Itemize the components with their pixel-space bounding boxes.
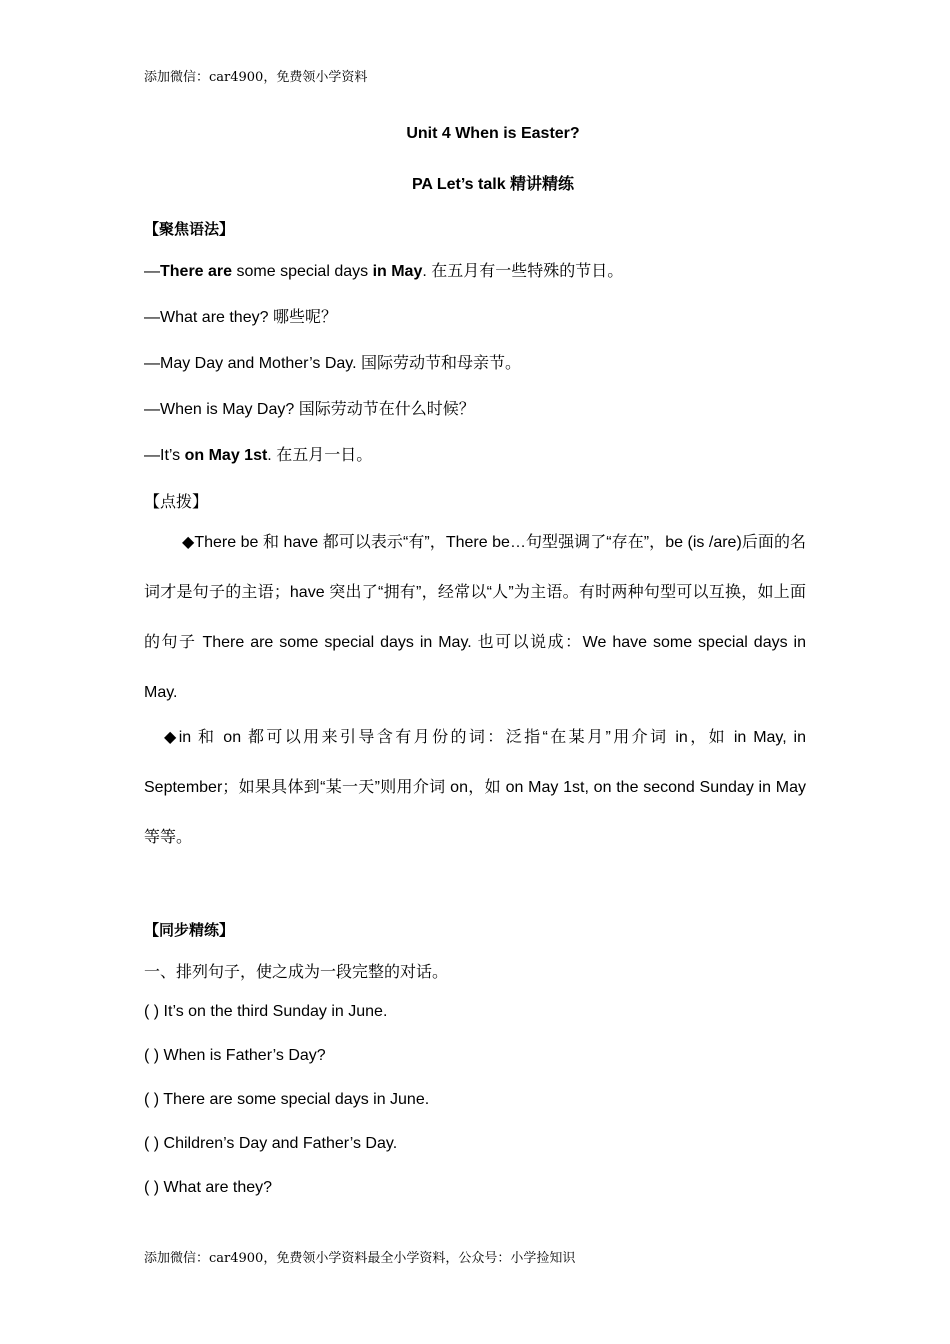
exercise-item: ( ) There are some special days in June. <box>144 1091 430 1108</box>
exercise-item: ( ) What are they? <box>144 1179 273 1196</box>
dialogue-line-2: —What are they? 哪些呢？ <box>144 309 337 326</box>
dialogue-line-1: —There are some special days in May. 在五月有一些特殊的节日。 <box>144 263 624 280</box>
exercise-instruction: 一、排列句子，使之成为一段完整的对话。 <box>144 964 449 981</box>
lesson-subtitle: PA Let’s talk 精讲精练 <box>411 176 575 193</box>
dialogue-line-5: —It’s on May 1st. 在五月一日。 <box>144 447 373 464</box>
exercise-item: ( ) It’s on the third Sunday in June. <box>144 1003 388 1020</box>
exercise-item: ( ) When is Father’s Day? <box>144 1047 326 1064</box>
page-header: 添加微信：car4900，免费领小学资料 <box>144 70 368 85</box>
unit-title: Unit 4 When is Easter? <box>406 125 580 142</box>
practice-heading: 【同步精练】 <box>144 922 235 939</box>
page-footer: 添加微信：car4900，免费领小学资料最全小学资料，公众号：小学捡知识 <box>144 1251 576 1266</box>
exercise-item: ( ) Children’s Day and Father’s Day. <box>144 1135 398 1152</box>
tip-paragraph-1: ◆There be 和 have 都可以表示“有”，There be…句型强调了“存在”，be (is /are)后面的名词才是句子的主语；have 突出了“拥有”，经常以“人”为主语。有时两种句型可以互换，如上面的句子 There are some special days in May. 也可以说成：We have some special days in May. <box>144 534 806 701</box>
focus-grammar-heading: 【聚焦语法】 <box>144 221 235 238</box>
dialogue-line-3: —May Day and Mother’s Day. 国际劳动节和母亲节。 <box>144 355 521 372</box>
tips-heading: 【点拨】 <box>144 494 209 511</box>
dialogue-line-4: —When is May Day? 国际劳动节在什么时候？ <box>144 401 475 418</box>
tip-paragraph-2: ◆in 和 on 都可以用来引导含有月份的词：泛指“在某月”用介词 in，如 in May, in September；如果具体到“某一天”则用介词 on，如 on May 1st, on the second Sunday in May 等等。 <box>144 729 806 846</box>
